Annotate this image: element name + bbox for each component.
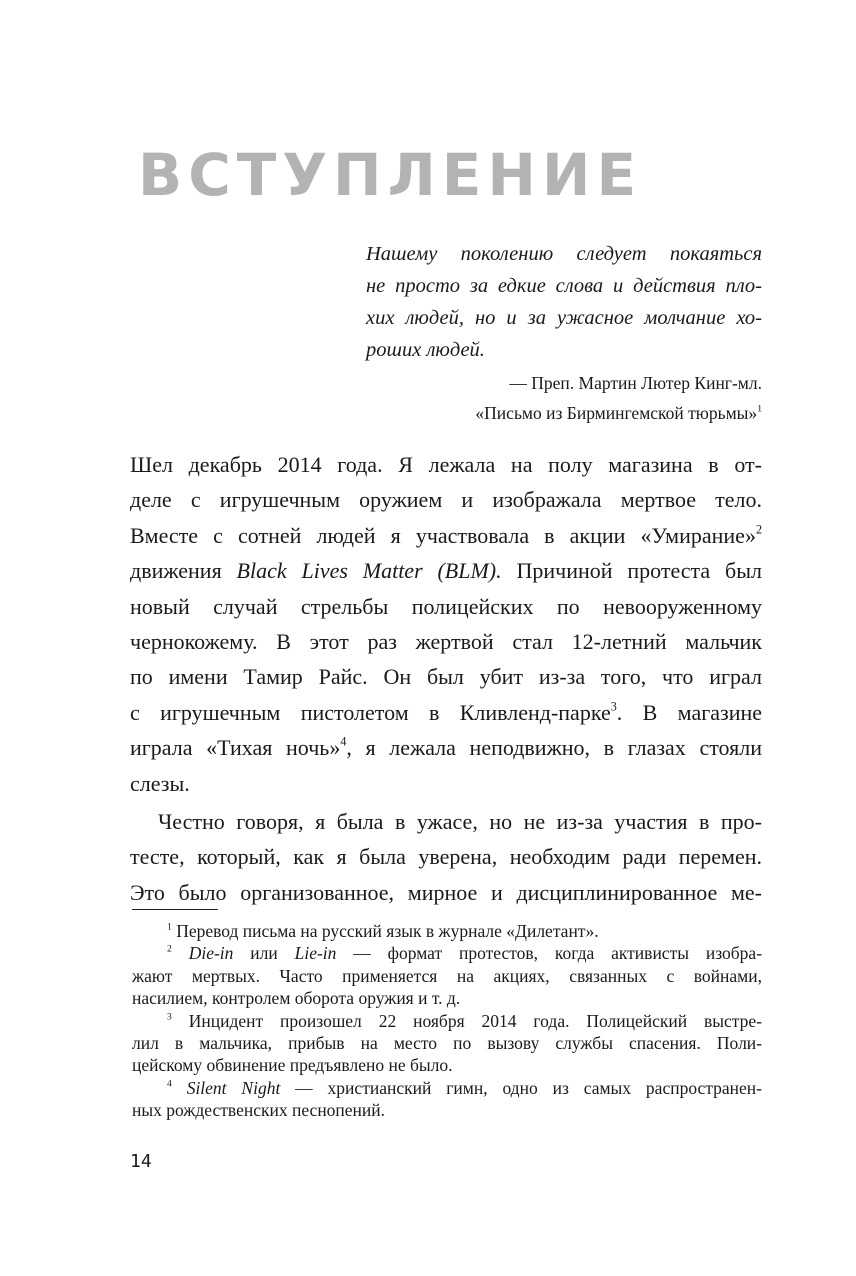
body-line <box>130 518 762 553</box>
text: лил в мальчика, прибыв на место по вызову службы спасения. Поли- <box>132 1032 762 1053</box>
italic-text: Die-in <box>188 943 234 964</box>
footnote-ref[interactable]: 3 <box>610 699 617 714</box>
footnote-line <box>132 942 762 964</box>
text: насилием, контролем оборота оружия и т. д. <box>132 988 461 1009</box>
footnote-ref: 1 <box>167 921 172 933</box>
footnote-line <box>132 1010 762 1032</box>
footnote-ref[interactable]: 1 <box>757 403 762 415</box>
epigraph-source <box>366 398 762 428</box>
text: — формат протестов, когда активисты изобра- <box>336 943 763 964</box>
body-line <box>130 659 762 694</box>
chapter-heading: ВСТУПЛЕНИЕ <box>138 141 643 209</box>
footnote-line <box>132 965 762 987</box>
text: слезы. <box>130 770 190 796</box>
body-line <box>130 695 762 730</box>
text: движения <box>130 558 237 584</box>
text: Честно говоря, я была в ужасе, но не из-за участия в про- <box>158 808 762 834</box>
footnote-ref: 3 <box>167 1010 172 1022</box>
body-line <box>130 766 762 801</box>
italic-text: Lie-in <box>294 943 337 964</box>
footnote-line <box>132 1099 762 1121</box>
text: новый случай стрельбы полицейских по невооруженному <box>130 593 762 619</box>
text: . В магазине <box>616 699 763 725</box>
italic-text: Black Lives Matter (BLM). <box>236 558 502 584</box>
footnote-ref[interactable]: 4 <box>340 734 347 749</box>
footnote-line <box>132 987 762 1009</box>
text: жают мертвых. Часто применяется на акциях, связанных с войнами, <box>132 965 762 986</box>
text: чернокожему. В этот раз жертвой стал 12-летний мальчик <box>130 628 762 654</box>
body-line <box>130 624 762 659</box>
text: по имени Тамир Райс. Он был убит из-за того, что играл <box>130 664 762 690</box>
epigraph <box>366 238 762 428</box>
text: Перевод письма на русский язык в журнале «Дилетант». <box>171 921 599 941</box>
text: цейскому обвинение предъявлено не было. <box>132 1055 453 1076</box>
body-line <box>130 804 762 839</box>
body-line <box>130 447 762 482</box>
body-line <box>130 482 762 517</box>
text <box>172 1078 187 1098</box>
epigraph-source-title: «Письмо из Бирмингемской тюрьмы» <box>475 403 758 423</box>
body-line <box>130 839 762 874</box>
epigraph-author: — Преп. Мартин Лютер Кинг-мл. <box>509 373 762 393</box>
footnote-divider <box>132 909 218 910</box>
text: , я лежала неподвижно, в глазах стояли <box>346 735 762 761</box>
text <box>172 943 189 963</box>
text: Шел декабрь 2014 года. Я лежала на полу магазина в от- <box>130 452 762 477</box>
footnote-ref: 4 <box>167 1078 172 1090</box>
text: — христианский гимн, одно из самых распространен- <box>280 1077 762 1098</box>
epigraph-line: Нашему поколению следует покаяться <box>366 243 762 265</box>
epigraph-line: хих людей, но и за ужасное молчание хо- <box>366 307 762 329</box>
text: или <box>233 943 295 964</box>
footnote-line <box>132 1077 762 1099</box>
footnotes <box>132 920 762 1122</box>
text: ных рождественских песнопений. <box>132 1100 386 1121</box>
footnote-line <box>132 1054 762 1076</box>
text: Вместе с сотней людей я участвовала в акции «Умирание» <box>130 522 756 548</box>
footnote-ref: 2 <box>167 943 172 955</box>
text: с игрушечным пистолетом в Кливленд-парке <box>130 699 611 725</box>
body-line <box>130 553 762 588</box>
text: Это было организованное, мирное и дисциплинированное ме- <box>130 879 762 905</box>
text: тесте, который, как я была уверена, необходим ради перемен. <box>130 844 762 870</box>
epigraph-line: роших людей. <box>366 339 485 361</box>
body-line <box>130 589 762 624</box>
footnote-line <box>132 1032 762 1054</box>
footnote-ref[interactable]: 2 <box>755 522 762 537</box>
text: Причиной протеста был <box>501 558 762 584</box>
epigraph-line: не просто за едкие слова и действия пло- <box>366 275 762 297</box>
footnote-line <box>132 920 762 942</box>
text: деле с игрушечным оружием и изображала мертвое тело. <box>130 487 762 513</box>
text: Инцидент произошел 22 ноября 2014 года. Полицейский выстре- <box>171 1010 762 1031</box>
body-line <box>130 875 762 910</box>
page-number: 14 <box>130 1151 152 1172</box>
body-text <box>130 447 762 910</box>
italic-text: Silent Night <box>186 1077 281 1098</box>
text: играла «Тихая ночь» <box>130 735 341 761</box>
body-line <box>130 730 762 765</box>
